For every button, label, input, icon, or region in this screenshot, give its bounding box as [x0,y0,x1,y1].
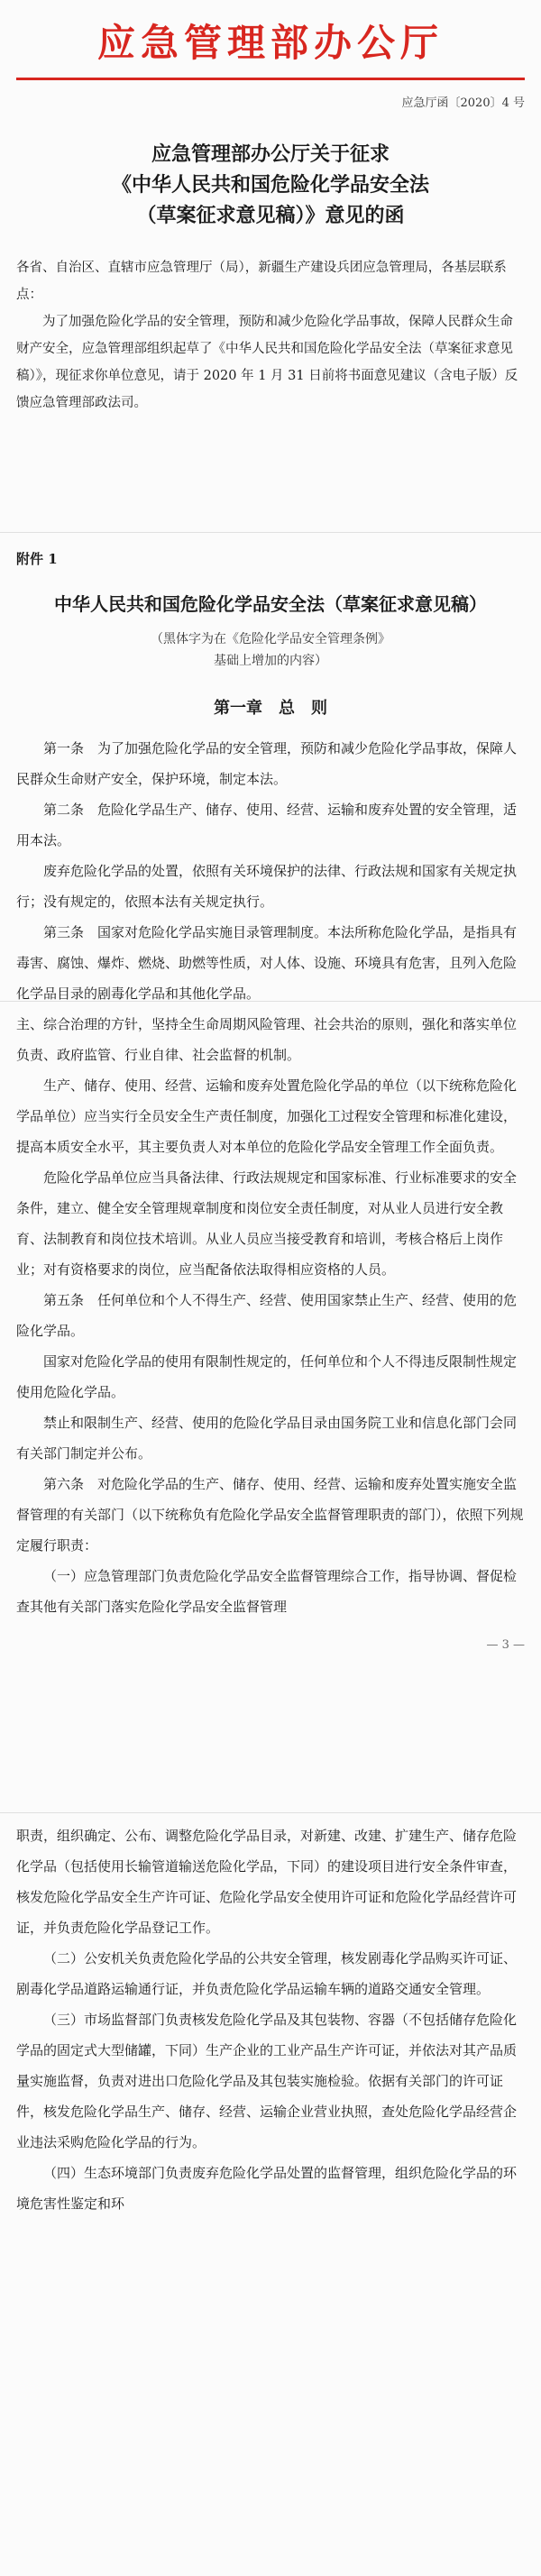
letter-title-line-1: 应急管理部办公厅关于征求 [151,142,390,166]
page-2 [0,532,541,1001]
article-4-para-2: 生产、储存、使用、经营、运输和废弃处置危险化学品的单位（以下统称危险化学品单位）应当实行全员安全生产责任制度，加强化工过程安全管理和标准化建设，提高本质安全水平，其主要负责人对本单位的危险化学品安全管理工作全面负责。 [16,1077,518,1155]
article-5: 第五条 任何单位和个人不得生产、经营、使用国家禁止生产、经营、使用的危险化学品。 [16,1292,518,1339]
org-title: 应急管理部办公厅 [96,21,444,65]
article-4-continued: 主、综合治理的方针，坚持全生命周期风险管理、社会共治的原则，强化和落实单位负责、政府监管、行业自律、社会监督的机制。 [16,1016,518,1063]
page-number-3: — 3 — [486,1638,525,1652]
page-3 [0,1001,541,1812]
article-2: 第二条 危险化学品生产、储存、使用、经营、运输和废弃处置的安全管理，适用本法。 [16,802,518,848]
article-2-para-2: 废弃危险化学品的处置，依照有关环境保护的法律、行政法规和国家有关规定执行；没有规定的，依照本法有关规定执行。 [16,863,518,910]
letter-title-line-2: 《中华人民共和国危险化学品安全法 [111,173,429,197]
letter-addressee: 各省、自治区、直辖市应急管理厅（局），新疆生产建设兵团应急管理局，各基层联系点： [16,261,507,302]
law-title: 中华人民共和国危险化学品安全法（草案征求意见稿） [54,593,487,615]
article-6-item-1: （一）应急管理部门负责危险化学品安全监督管理综合工作，指导协调、督促检查其他有关部门落实危险化学品安全监督管理 [16,1568,518,1615]
law-note-line-1: （黑体字为在《危险化学品安全管理条例》 [151,632,390,646]
red-rule [16,78,525,80]
law-note [16,628,525,672]
letter-title [16,139,525,231]
letter-body: 为了加强危险化学品的安全管理，预防和减少危险化学品事故，保障人民群众生命财产安全，应急管理部组织起草了《中华人民共和国危险化学品安全法（草案征求意见稿）》，现征求你单位意见，请于 2020 年 1 月 31 日前将书面意见建议（含电子版）反馈应急管理部政法司。 [16,315,518,410]
chapter-title: 第一章 总 则 [214,699,327,718]
article-6-item-1-continued: 职责，组织确定、公布、调整危险化学品目录，对新建、改建、扩建生产、储存危险化学品（包括使用长输管道输送危险化学品，下同）的建设项目进行安全条件审查，核发危险化学品安全生产许可证、危险化学品安全使用许可证和危险化学品经营许可证，并负责危险化学品登记工作。 [16,1828,518,1936]
article-1: 第一条 为了加强危险化学品的安全管理，预防和减少危险化学品事故，保障人民群众生命财产安全，保护环境，制定本法。 [16,740,518,787]
article-4-para-3: 危险化学品单位应当具备法律、行政法规规定和国家标准、行业标准要求的安全条件，建立、健全安全管理规章制度和岗位安全责任制度，对从业人员进行安全教育、法制教育和岗位技术培训。从业人员应当接受教育和培训，考核合格后上岗作业；对有资格要求的岗位，应当配备依法取得相应资格的人员。 [16,1169,518,1278]
article-6-item-4: （四）生态环境部门负责废弃危险化学品处置的监督管理，组织危险化学品的环境危害性鉴定和环 [16,2165,518,2212]
page-4 [0,1812,541,2576]
attachment-label: 附件 1 [16,551,58,567]
letter-title-line-3: （草案征求意见稿）》意见的函 [136,204,405,227]
doc-number: 应急厅函〔2020〕4 号 [401,96,525,110]
article-3: 第三条 国家对危险化学品实施目录管理制度。本法所称危险化学品，是指具有毒害、腐蚀、爆炸、燃烧、助燃等性质，对人体、设施、环境具有危害，且列入危险化学品目录的剧毒化学品和其他化学品。 [16,924,518,1001]
article-5-para-2: 国家对危险化学品的使用有限制性规定的，任何单位和个人不得违反限制性规定使用危险化学品。 [16,1353,518,1400]
law-note-line-2: 基础上增加的内容） [214,654,327,668]
page-1 [0,0,541,532]
article-6-item-2: （二）公安机关负责危险化学品的公共安全管理，核发剧毒化学品购买许可证、剧毒化学品道路运输通行证，并负责危险化学品运输车辆的道路交通安全管理。 [16,1950,518,1997]
article-6: 第六条 对危险化学品的生产、储存、使用、经营、运输和废弃处置实施安全监督管理的有关部门（以下统称负有危险化学品安全监督管理职责的部门），依照下列规定履行职责： [16,1476,524,1554]
article-5-para-3: 禁止和限制生产、经营、使用的危险化学品目录由国务院工业和信息化部门会同有关部门制定并公布。 [16,1415,518,1462]
article-6-item-3: （三）市场监督部门负责核发危险化学品及其包装物、容器（不包括储存危险化学品的固定式大型储罐，下同）生产企业的工业产品生产许可证，并依法对其产品质量实施监督，负责对进出口危险化学品及其包装实施检验。依据有关部门的许可证件，核发危险化学品生产、储存、经营、运输企业营业执照，查处危险化学品经营企业违法采购危险化学品的行为。 [16,2012,518,2150]
